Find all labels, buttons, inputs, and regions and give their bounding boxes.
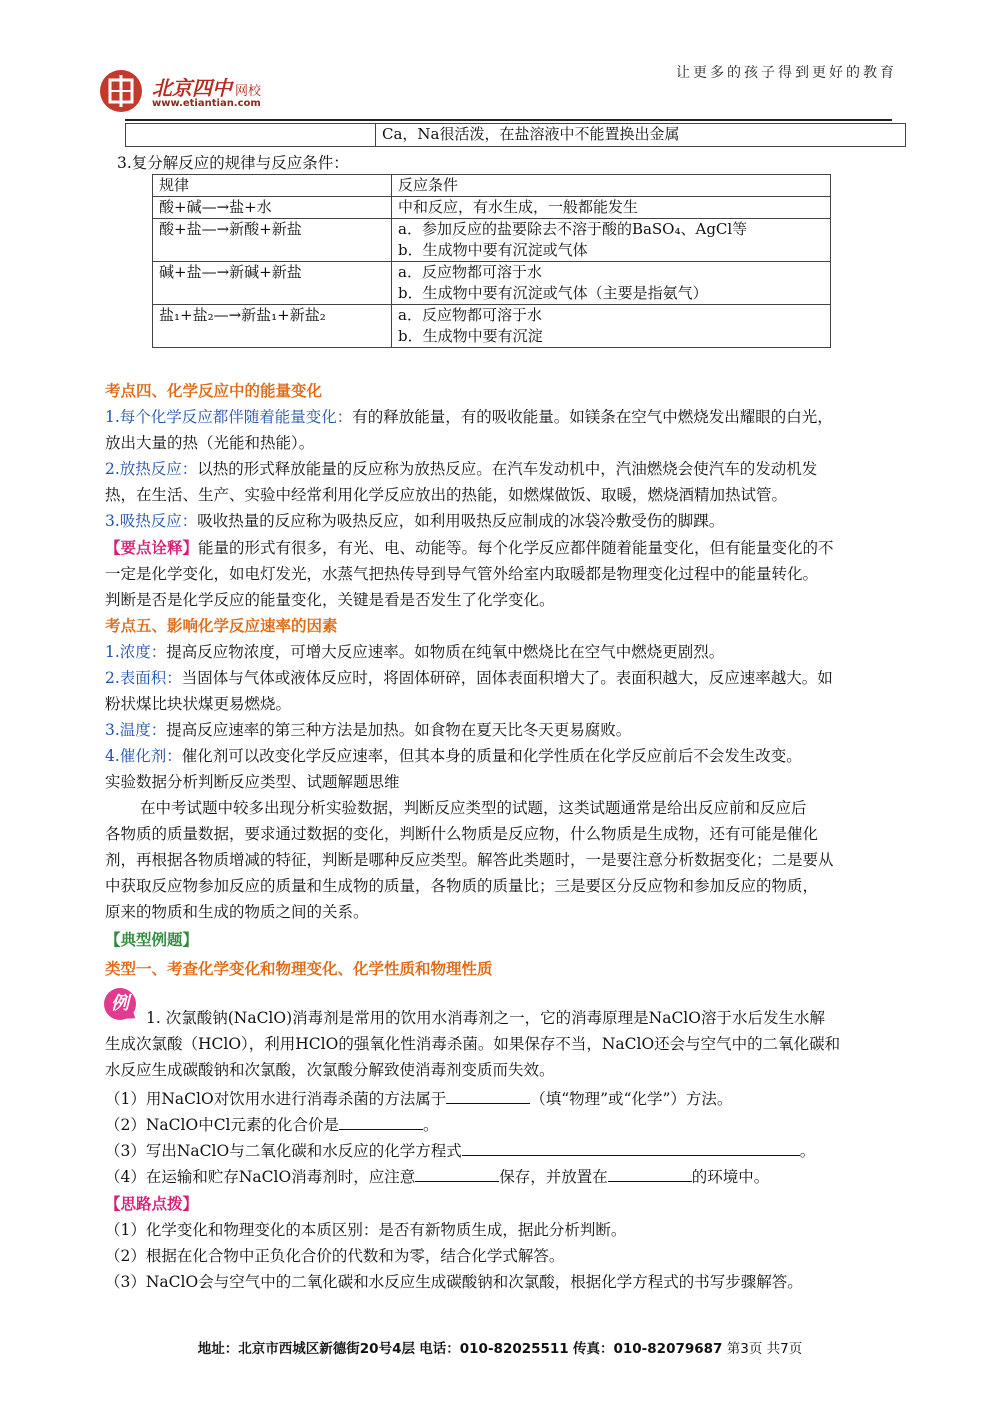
hint-line: （2）根据在化合物中正负化合价的代数和为零，结合化学式解答。 — [105, 1247, 565, 1265]
examples-heading: 【典型例题】 — [105, 931, 199, 949]
address: 北京市西城区新德街20号4层 — [238, 1341, 415, 1357]
condition-cell: 中和反应，有水生成，一般都能发生 — [392, 197, 831, 219]
condition-b: b．生成物中要有沉淀 — [398, 327, 543, 345]
table-row — [153, 197, 831, 219]
key-point-label: 【要点诠释】 — [105, 539, 199, 557]
answer-blank[interactable] — [446, 1087, 530, 1104]
table-row — [153, 305, 831, 348]
sub-question-1: （1）用NaClO对饮用水进行消毒杀菌的方法属于 （填“物理”或“化学”）方法。 — [105, 1087, 732, 1110]
answer-blank[interactable] — [415, 1165, 499, 1182]
term-label: 1.浓度： — [105, 643, 167, 661]
condition-b: b．生成物中要有沉淀或气体 — [398, 241, 588, 259]
condition-a: a．反应物都可溶于水 — [398, 263, 542, 281]
table-row — [153, 262, 831, 305]
logo-sub: 网校 — [235, 84, 262, 99]
type1-title: 类型一、考查化学变化和物理变化、化学性质和物理性质 — [105, 960, 493, 978]
logo-url: www.etiantian.com — [152, 98, 261, 109]
section-title-kd5: 考点五、影响化学反应速率的因素 — [105, 617, 338, 635]
header-divider — [125, 119, 892, 121]
rule-cell: 盐₁+盐₂—→新盐₁+新盐₂ — [153, 305, 392, 348]
question-line: 水反应生成碳酸钠和次氯酸，次氯酸分解致使消毒剂变质而失效。 — [105, 1061, 555, 1079]
hint-label: 【思路点拨】 — [105, 1195, 199, 1213]
section-title-kd4: 考点四、化学反应中的能量变化 — [105, 382, 323, 400]
paragraph: 2.表面积：当固体与气体或液体反应时，将固体研碎，固体表面积增大了。表面积越大，反应速率越大。如 — [105, 669, 833, 687]
term-label: 4.催化剂： — [105, 747, 182, 765]
paragraph: 3.温度：提高反应速率的第三种方法是加热。如食物在夏天比冬天更易腐败。 — [105, 721, 632, 739]
table-row — [153, 219, 831, 262]
term-label: 2.放热反应： — [105, 460, 198, 478]
analysis-line: 在中考试题中较多出现分析实验数据，判断反应类型的试题，这类试题通常是给出反应前和反应后 — [140, 799, 807, 817]
example-badge-icon: 例 — [104, 988, 136, 1020]
paragraph: 粉状煤比块状煤更易燃烧。 — [105, 695, 292, 713]
analysis-line: 中获取反应物参加反应的质量和生成物的质量，各物质的质量比；三是要区分反应物和参加反应的物质， — [105, 877, 819, 895]
condition-cell — [392, 305, 831, 348]
condition-b: b．生成物中要有沉淀或气体（主要是指氨气） — [398, 284, 708, 302]
column-header: 规律 — [153, 175, 392, 197]
condition-cell — [392, 219, 831, 262]
question-line: 1. 次氯酸钠(NaClO)消毒剂是常用的饮用水消毒剂之一，它的消毒原理是NaClO溶于水后发生水解 — [146, 1009, 825, 1027]
answer-blank[interactable] — [608, 1165, 692, 1182]
column-header: 反应条件 — [392, 175, 831, 197]
answer-blank[interactable] — [339, 1113, 423, 1130]
paragraph: 热，在生活、生产、实验中经常利用化学反应放出的热能，如燃煤做饭、取暖，燃烧酒精加热试管。 — [105, 486, 788, 504]
paragraph: 【要点诠释】能量的形式有很多，有光、电、动能等。每个化学反应都伴随着能量变化，但有能量变化的不 — [105, 539, 834, 557]
term-label: 1.每个化学反应都伴随着能量变化： — [105, 408, 353, 426]
paragraph: 4.催化剂：催化剂可以改变化学反应速率，但其本身的质量和化学性质在化学反应前后不会发生改变。 — [105, 747, 802, 765]
analysis-line: 原来的物质和生成的物质之间的关系。 — [105, 903, 369, 921]
term-label: 3.吸热反应： — [105, 512, 198, 530]
hint-line: （3）NaClO会与空气中的二氧化碳和水反应生成碳酸钠和次氯酸，根据化学方程式的书写步骤解答。 — [105, 1273, 803, 1291]
paragraph: 判断是否是化学反应的能量变化，关键是看是否发生了化学变化。 — [105, 591, 555, 609]
logo-name: 北京四中 网校 — [152, 76, 262, 100]
logo — [100, 70, 300, 120]
analysis-line: 剂，再根据各物质增减的特征，判断是哪种反应类型。解答此类题时，一是要注意分析数据变化；二是要从 — [105, 851, 834, 869]
sub-question-2: （2）NaClO中Cl元素的化合价是 。 — [105, 1113, 439, 1136]
rule-cell: 碱+盐—→新碱+新盐 — [153, 262, 392, 305]
sub-question-3: （3）写出NaClO与二氧化碳和水反应的化学方程式 。 — [105, 1139, 815, 1162]
page-info: 第3页 共7页 — [726, 1341, 803, 1357]
table-cell — [126, 124, 376, 147]
slogan: 让更多的孩子得到更好的教育 — [676, 65, 897, 81]
question-line: 生成次氯酸（HClO），利用HClO的强氧化性消毒杀菌。如果保存不当，NaClO还会与空气中的二氧化碳和 — [105, 1035, 841, 1053]
section3-title: 3.复分解反应的规律与反应条件： — [117, 154, 349, 172]
phone: 010-82025511 — [459, 1341, 569, 1357]
condition-a: a．反应物都可溶于水 — [398, 306, 542, 324]
term-label: 3.温度： — [105, 721, 167, 739]
answer-blank[interactable] — [462, 1139, 800, 1156]
table-cell: Ca，Na很活泼，在盐溶液中不能置换出金属 — [376, 124, 906, 147]
rule-cell: 酸+盐—→新酸+新盐 — [153, 219, 392, 262]
hint-line: （1）化学变化和物理变化的本质区别：是否有新物质生成，据此分析判断。 — [105, 1221, 627, 1239]
page-footer: 地址：北京市西城区新德街20号4层 电话：010-82025511 传真：010-82079687 第3页 共7页 — [197, 1341, 803, 1357]
condition-cell — [392, 262, 831, 305]
term-label: 2.表面积： — [105, 669, 182, 687]
paragraph: 3.吸热反应：吸收热量的反应称为吸热反应，如利用吸热反应制成的冰袋冷敷受伤的脚踝。 — [105, 512, 725, 530]
analysis-title: 实验数据分析判断反应类型、试题解题思维 — [105, 773, 400, 791]
paragraph: 一定是化学变化，如电灯发光，水蒸气把热传导到导气管外给室内取暖都是物理变化过程中的能量转化。 — [105, 565, 819, 583]
rule-cell: 酸+碱—→盐+水 — [153, 197, 392, 219]
table-header-row — [153, 175, 831, 197]
paragraph: 1.每个化学反应都伴随着能量变化：有的释放能量，有的吸收能量。如镁条在空气中燃烧发出耀眼的白光， — [105, 408, 833, 426]
paragraph: 2.放热反应：以热的形式释放能量的反应称为放热反应。在汽车发动机中，汽油燃烧会使汽车的发动机发 — [105, 460, 818, 478]
reaction-table-continued — [125, 123, 906, 147]
sub-question-4: （4）在运输和贮存NaClO消毒剂时，应注意 保存，并放置在 的环境中。 — [105, 1165, 769, 1188]
double-decomposition-table — [152, 174, 831, 348]
fax: 010-82079687 — [613, 1341, 723, 1357]
paragraph: 放出大量的热（光能和热能）。 — [105, 434, 315, 452]
logo-emblem-icon — [100, 70, 142, 112]
condition-a: a．参加反应的盐要除去不溶于酸的BaSO₄、AgCl等 — [398, 220, 748, 238]
analysis-line: 各物质的质量数据，要求通过数据的变化，判断什么物质是反应物，什么物质是生成物，还有可能是催化 — [105, 825, 819, 843]
paragraph: 1.浓度：提高反应物浓度，可增大反应速率。如物质在纯氧中燃烧比在空气中燃烧更剧烈。 — [105, 643, 725, 661]
